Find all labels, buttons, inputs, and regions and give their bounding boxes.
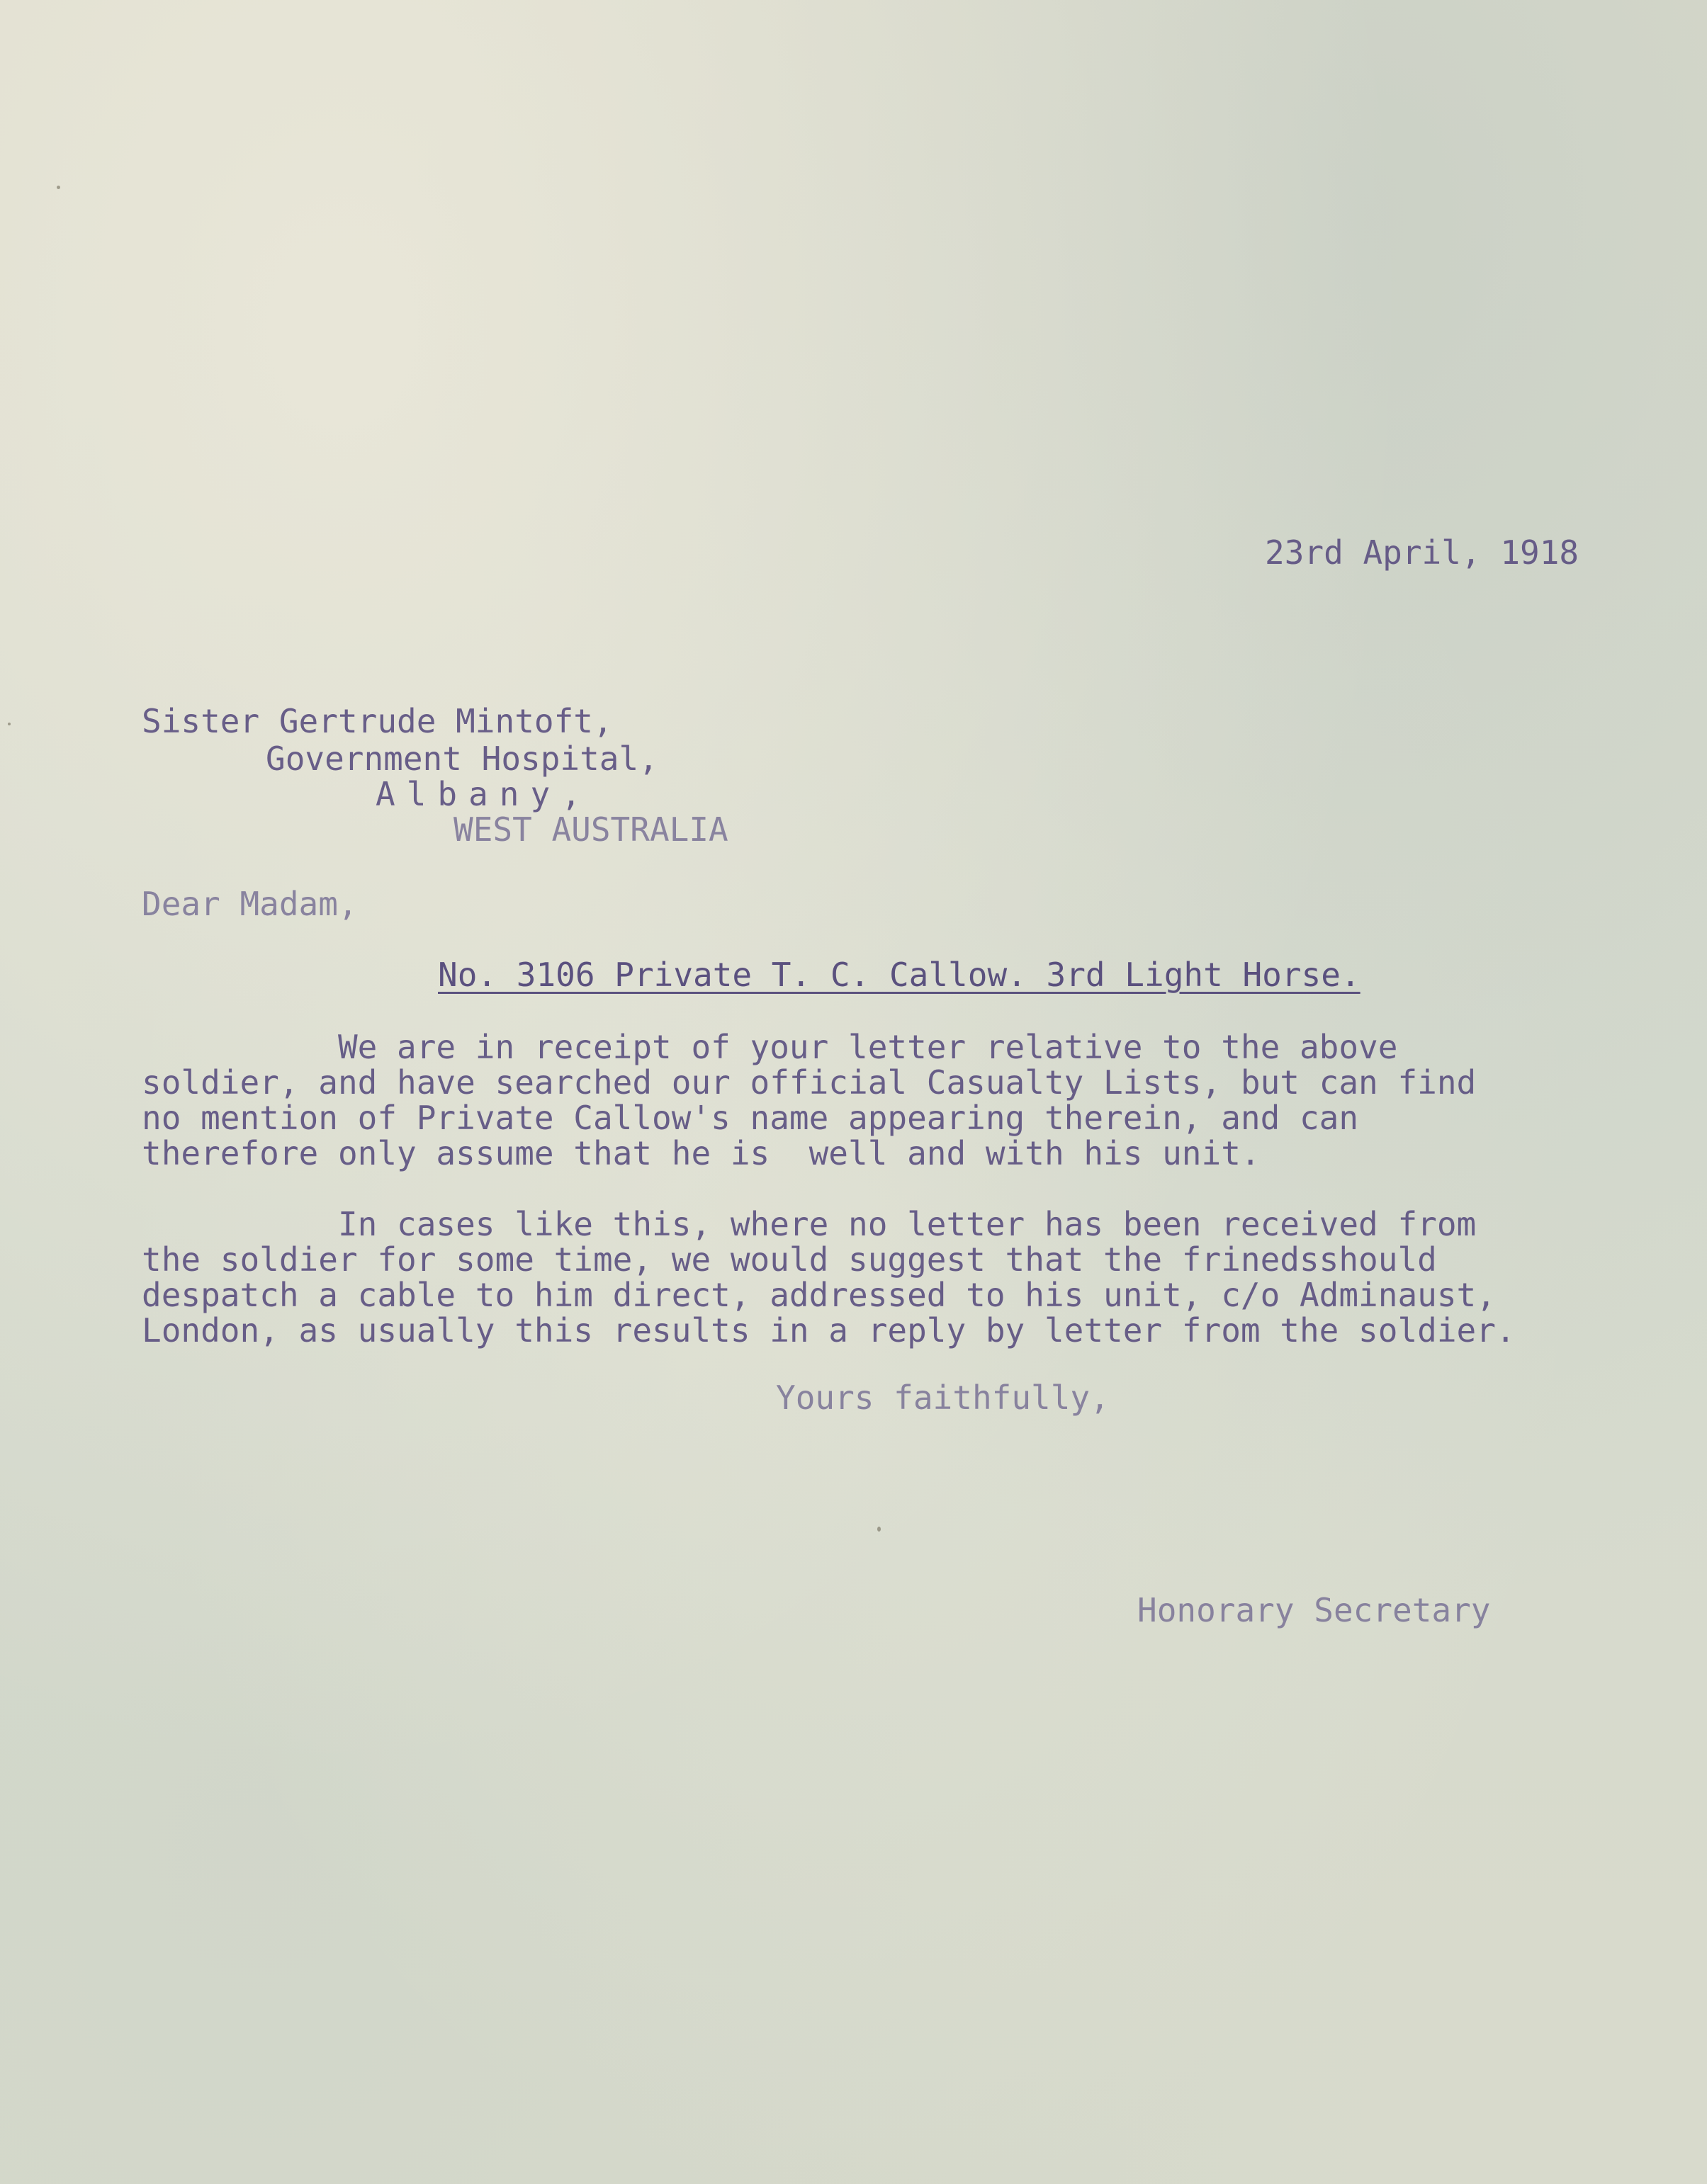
paragraph-line: the soldier for some time, we would suggest that the frinedsshould (142, 1240, 1437, 1279)
recipient-institution: Government Hospital, (266, 740, 658, 778)
paragraph-line: soldier, and have searched our official Casualty Lists, but can find (142, 1063, 1477, 1102)
paper-speck (57, 186, 60, 189)
subject-line: No. 3106 Private T. C. Callow. 3rd Light Horse. (438, 956, 1360, 994)
salutation: Dear Madam, (142, 885, 358, 923)
paper-speck (877, 1527, 881, 1532)
paper-speck (8, 723, 11, 725)
recipient-name: Sister Gertrude Mintoft, (142, 702, 613, 740)
paragraph-line: London, as usually this results in a reply by letter from the soldier. (142, 1311, 1516, 1350)
paragraph-line: We are in receipt of your letter relative to the above (142, 1028, 1398, 1066)
paragraph-line: In cases like this, where no letter has been received from (142, 1205, 1477, 1243)
paragraph-line: no mention of Private Callow's name appearing therein, and can (142, 1099, 1359, 1137)
closing: Yours faithfully, (776, 1379, 1110, 1417)
recipient-state: WEST AUSTRALIA (453, 810, 728, 849)
paragraph-line: despatch a cable to him direct, addressed to his unit, c/o Adminaust, (142, 1276, 1496, 1314)
recipient-town: Albany, (376, 775, 592, 813)
letter-date: 23rd April, 1918 (1265, 533, 1579, 572)
signature-title: Honorary Secretary (1137, 1591, 1491, 1629)
paragraph-line: therefore only assume that he is well and with his unit. (142, 1134, 1261, 1172)
